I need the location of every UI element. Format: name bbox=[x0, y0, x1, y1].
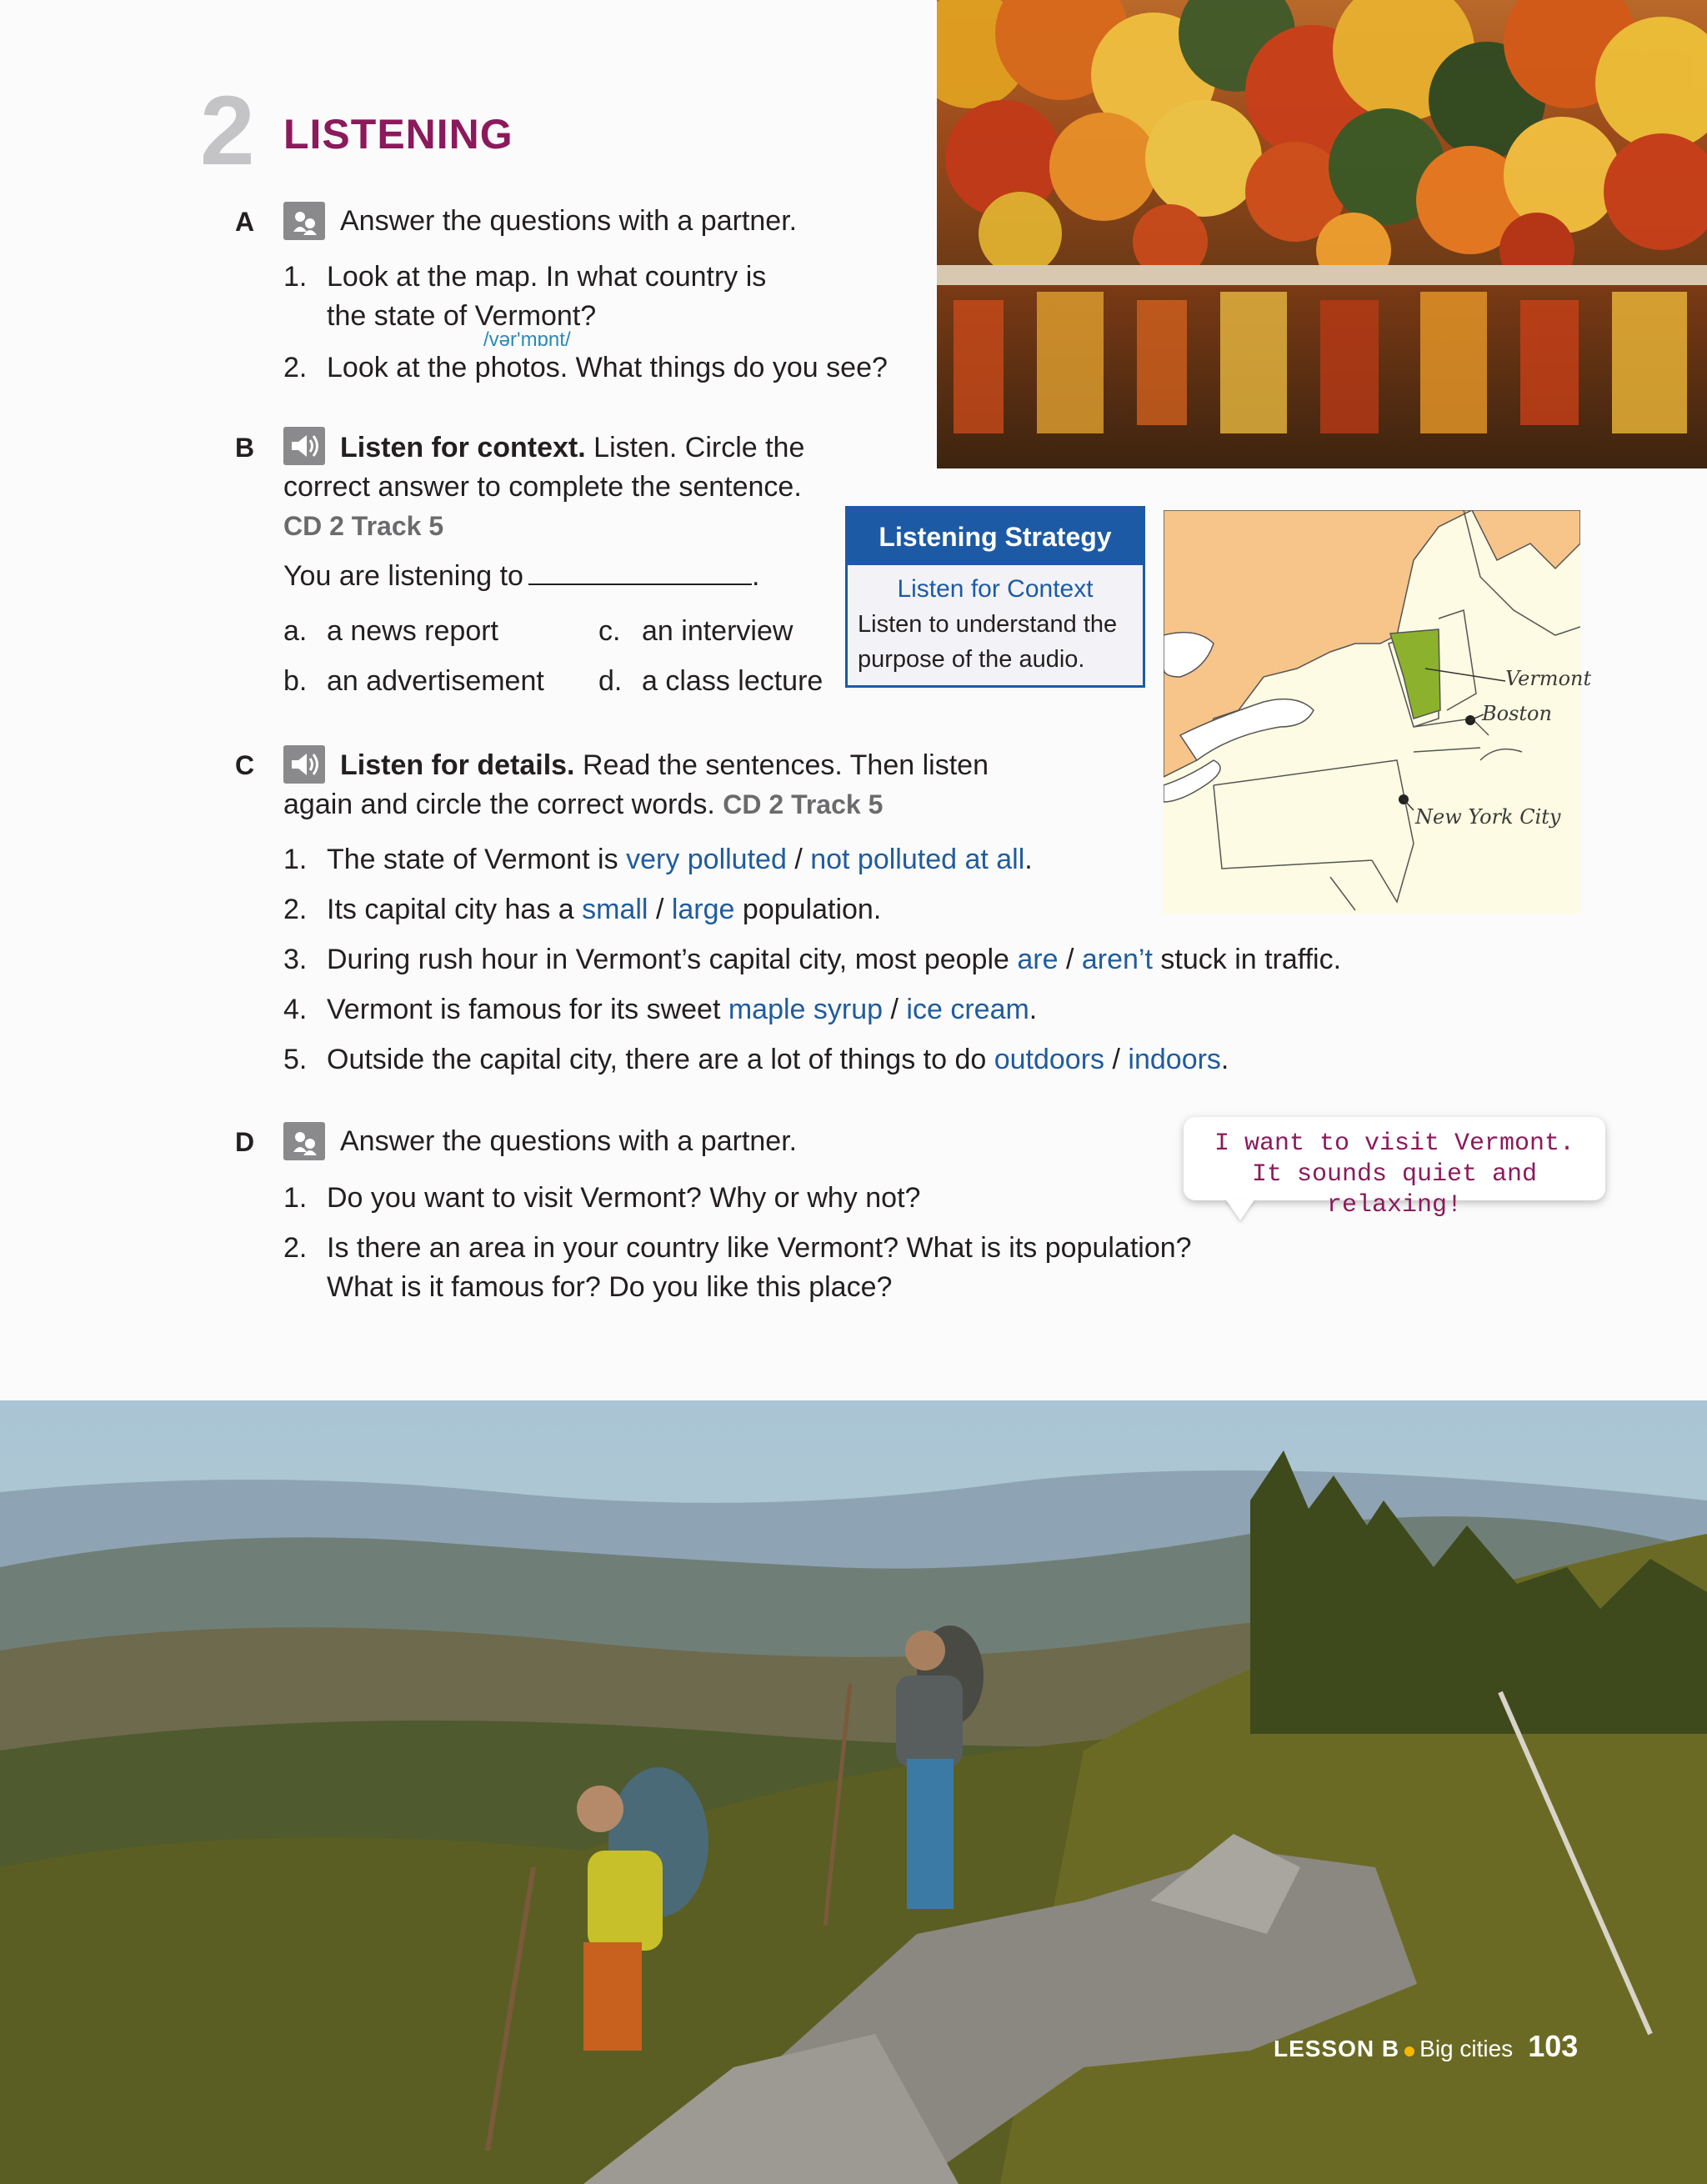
section-b-heading: Listen for context. bbox=[340, 432, 586, 463]
hikers-mountain-photo bbox=[0, 1400, 1707, 2184]
strategy-subtitle: Listen for Context bbox=[897, 575, 1094, 603]
section-c-line2-text: again and circle the correct words. bbox=[283, 789, 715, 820]
c-item-5-post: . bbox=[1220, 1044, 1229, 1075]
speech-bubble-line1: I want to visit Vermont. bbox=[1214, 1130, 1575, 1158]
option-c-letter: c. bbox=[598, 615, 621, 647]
d-q2-number: 2. bbox=[283, 1232, 308, 1264]
section-c-instruction bbox=[340, 746, 989, 785]
a-q2-text: Look at the photos. What things do you see? bbox=[327, 352, 888, 383]
footer-lesson: LESSON B bbox=[1274, 2036, 1400, 2061]
map-label-new-york-city: New York City bbox=[1415, 805, 1561, 829]
listening-strategy-box bbox=[845, 506, 1145, 688]
section-a-instruction: Answer the questions with a partner. bbox=[340, 205, 798, 237]
c-item-1-post: . bbox=[1024, 844, 1033, 875]
page-footer bbox=[1274, 2031, 1578, 2062]
c-item-4 bbox=[327, 990, 1037, 1029]
c-item-2-separator: / bbox=[655, 894, 664, 925]
c-item-4-pre: Vermont is famous for its sweet bbox=[327, 994, 721, 1025]
section-b-track: CD 2 Track 5 bbox=[283, 511, 444, 541]
section-b-prompt bbox=[283, 557, 759, 596]
c-item-2 bbox=[327, 890, 881, 929]
option-b-letter: b. bbox=[283, 665, 308, 697]
c-item-5-separator: / bbox=[1112, 1044, 1120, 1075]
d-q1-number: 1. bbox=[283, 1182, 308, 1214]
strategy-body-line1: Listen to understand the bbox=[858, 611, 1118, 638]
prompt-period: . bbox=[751, 560, 760, 592]
c-item-2-option-2[interactable]: large bbox=[671, 894, 735, 925]
c-item-3-option-2[interactable]: aren’t bbox=[1081, 944, 1153, 975]
autumn-lake-photo bbox=[937, 0, 1707, 468]
section-c-instruction-rest: Read the sentences. Then listen bbox=[582, 749, 989, 781]
option-b-text[interactable]: an advertisement bbox=[327, 665, 544, 697]
section-c-track: CD 2 Track 5 bbox=[723, 789, 884, 819]
c-item-4-separator: / bbox=[890, 994, 899, 1025]
a-q1-number: 1. bbox=[283, 261, 308, 293]
section-c-instruction-line2 bbox=[283, 785, 883, 824]
footer-topic: Big cities bbox=[1419, 2036, 1514, 2061]
section-title: LISTENING bbox=[283, 111, 513, 158]
a-q1-line1: Look at the map. In what country is bbox=[327, 261, 767, 293]
page-number: 103 bbox=[1528, 2029, 1579, 2063]
prompt-text: You are listening to bbox=[283, 560, 523, 592]
section-c-letter: C bbox=[235, 750, 255, 780]
c-item-3-pre: During rush hour in Vermont’s capital city, most people bbox=[327, 944, 1009, 975]
c-item-4-option-2[interactable]: ice cream bbox=[906, 994, 1029, 1025]
map-label-vermont: Vermont bbox=[1505, 667, 1592, 690]
d-q1-text: Do you want to visit Vermont? Why or why not? bbox=[327, 1182, 921, 1214]
c-item-3-number: 3. bbox=[283, 944, 308, 975]
c-item-3-separator: / bbox=[1065, 944, 1074, 975]
footer-dot-icon bbox=[1404, 2046, 1414, 2056]
c-item-4-option-1[interactable]: maple syrup bbox=[728, 994, 884, 1025]
c-item-1 bbox=[327, 840, 1033, 879]
section-b-instruction-line2: correct answer to complete the sentence. bbox=[283, 471, 802, 503]
c-item-3-option-1[interactable]: are bbox=[1017, 944, 1059, 975]
section-b-instruction-rest: Listen. Circle the bbox=[593, 432, 805, 463]
speech-bubble-tail bbox=[1225, 1199, 1255, 1220]
c-item-1-option-1[interactable]: very polluted bbox=[626, 844, 787, 875]
section-d-letter: D bbox=[235, 1127, 255, 1157]
c-item-1-separator: / bbox=[794, 844, 803, 875]
c-item-4-post: . bbox=[1029, 994, 1038, 1025]
option-a-text[interactable]: a news report bbox=[327, 615, 498, 647]
section-b-letter: B bbox=[235, 433, 255, 463]
a-q1-line2: the state of Vermont? bbox=[327, 300, 597, 332]
a-q2-number: 2. bbox=[283, 352, 308, 383]
speech-bubble-line2: It sounds quiet and relaxing! bbox=[1251, 1160, 1538, 1220]
c-item-1-pre: The state of Vermont is bbox=[327, 844, 618, 875]
section-a-letter: A bbox=[235, 207, 255, 237]
d-q2-line2: What is it famous for? Do you like this place? bbox=[327, 1271, 893, 1303]
strategy-body-line2: purpose of the audio. bbox=[858, 646, 1085, 673]
section-d-instruction: Answer the questions with a partner. bbox=[340, 1125, 798, 1157]
c-item-5-option-2[interactable]: indoors bbox=[1128, 1044, 1221, 1075]
section-b-instruction bbox=[340, 428, 804, 468]
c-item-4-number: 4. bbox=[283, 994, 308, 1025]
c-item-3 bbox=[327, 940, 1341, 979]
c-item-3-post: stuck in traffic. bbox=[1160, 944, 1342, 975]
audio-speaker-icon[interactable] bbox=[283, 745, 325, 784]
option-c-text[interactable]: an interview bbox=[642, 615, 793, 647]
section-c-heading: Listen for details. bbox=[340, 749, 575, 781]
c-item-2-pre: Its capital city has a bbox=[327, 894, 574, 925]
map-label-boston: Boston bbox=[1482, 702, 1552, 725]
pronunciation-note: /vər'mɒnt/ bbox=[483, 328, 571, 351]
pair-work-icon bbox=[283, 1122, 325, 1160]
c-item-5-number: 5. bbox=[283, 1044, 308, 1075]
c-item-1-number: 1. bbox=[283, 844, 308, 875]
d-q2-line1: Is there an area in your country like Vermont? What is its population? bbox=[327, 1232, 1192, 1264]
c-item-5 bbox=[327, 1040, 1229, 1079]
c-item-2-number: 2. bbox=[283, 894, 308, 925]
c-item-2-post: population. bbox=[742, 894, 882, 925]
c-item-5-option-1[interactable]: outdoors bbox=[994, 1044, 1105, 1075]
option-d-text[interactable]: a class lecture bbox=[642, 665, 823, 697]
option-d-letter: d. bbox=[598, 665, 623, 697]
answer-blank bbox=[528, 560, 752, 585]
speech-bubble bbox=[1184, 1117, 1605, 1220]
audio-speaker-icon[interactable] bbox=[283, 427, 325, 465]
c-item-5-pre: Outside the capital city, there are a lot of things to do bbox=[327, 1044, 987, 1075]
section-number: 2 bbox=[200, 76, 252, 186]
option-a-letter: a. bbox=[283, 615, 308, 647]
pair-work-icon bbox=[283, 202, 325, 240]
c-item-2-option-1[interactable]: small bbox=[582, 894, 648, 925]
strategy-title: Listening Strategy bbox=[848, 508, 1143, 565]
c-item-1-option-2[interactable]: not polluted at all bbox=[810, 844, 1025, 875]
